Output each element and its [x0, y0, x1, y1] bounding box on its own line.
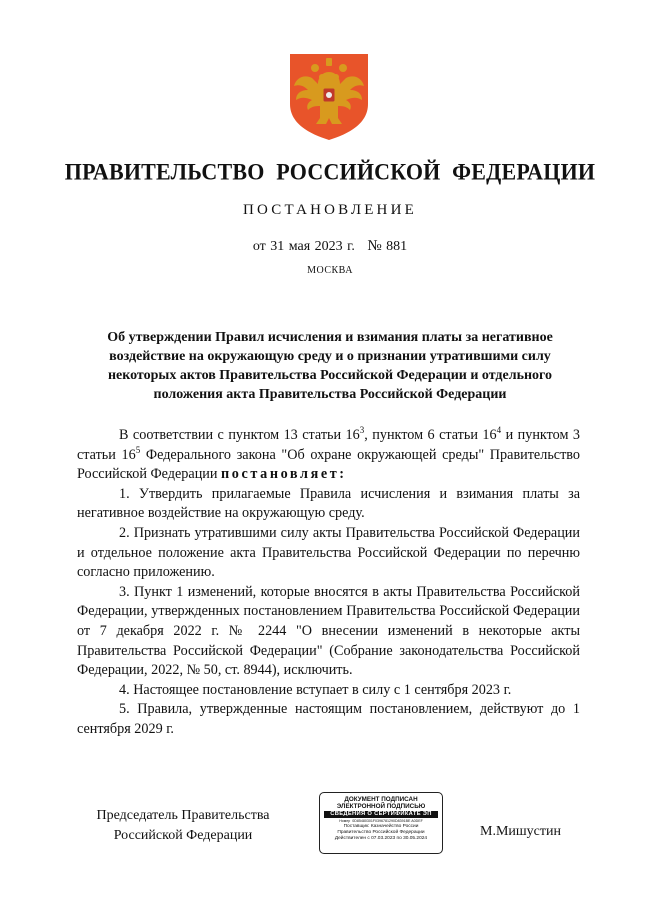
coat-of-arms-emblem [282, 48, 376, 142]
title-line: положения акта Правительства Российской Федерации [153, 387, 507, 402]
clause-2: 2. Признать утратившими силу акты Правительства Российской Федерации и отдельное положение акта Правительства Российской Федерации по перечню согласно приложению. [77, 524, 580, 581]
signatory-position: Председатель Правительства Российской Федерации [96, 808, 270, 843]
clause-4: 4. Настоящее постановление вступает в силу с 1 сентября 2023 г. [119, 681, 512, 698]
title-line: некоторых актов Правительства Российской Федерации и отдельного [107, 368, 553, 383]
document-number: 881 [386, 239, 408, 254]
signatory-name: М.Мишустин [480, 824, 561, 839]
document-date: от 31 мая 2023 г. [252, 239, 355, 254]
issuing-authority: ПРАВИТЕЛЬСТВО РОССИЙСКОЙ ФЕДЕРАЦИИ [64, 158, 596, 185]
date-number-line [0, 238, 660, 255]
document-type: ПОСТАНОВЛЕНИЕ [243, 202, 417, 218]
clause-5: 5. Правила, утвержденные настоящим постановлением, действуют до 1 сентября 2029 г. [77, 701, 580, 737]
electronic-signature-stamp: ДОКУМЕНТ ПОДПИСАН ЭЛЕКТРОННОЙ ПОДПИСЬЮ СВЕДЕНИЯ О СЕРТИФИКАТЕ ЭП Номер 0D85480301F0396781290D8391BE A0DEF Поставщик: Казначейство России Правительство Российской Федерации Действителен с 07.03.2023 по 30.05.2024 [319, 792, 443, 854]
title-line: Об утверждении Правил исчисления и взимания платы за негативное [107, 330, 553, 345]
clause-1: 1. Утвердить прилагаемые Правила исчисления и взимания платы за негативное воздействие на окружающую среду. [77, 485, 580, 522]
document-title [80, 328, 580, 404]
document-body [77, 426, 580, 740]
preamble: В соответствии с пунктом 13 статьи $16^3$, пунктом 6 статьи $16^4$ и пунктом 3 статьи $16^5$ Федерального закона "Об охране окружающей среды" Правительство Российской Федерации постановляет: [77, 425, 580, 483]
title-line: воздействие на окружающую среду и о признании утратившими силу [109, 349, 551, 364]
clause-3: 3. Пункт 1 изменений, которые вносятся в акты Правительства Российской Федерации, утвержденных постановлением Правительства Российской Федерации от 7 декабря 2022 г. № 2244 "О внесении изменений в некоторые акты Правительства Российской Федерации" (Собрание законодательства Российской Федерации, 2022, № 50, ст. 8944), исключить. [77, 583, 580, 679]
russian-coat-of-arms-icon [282, 48, 376, 142]
city: МОСКВА [307, 265, 353, 276]
resolves-word: постановляет: [221, 466, 347, 483]
number-sign: № [367, 238, 382, 254]
